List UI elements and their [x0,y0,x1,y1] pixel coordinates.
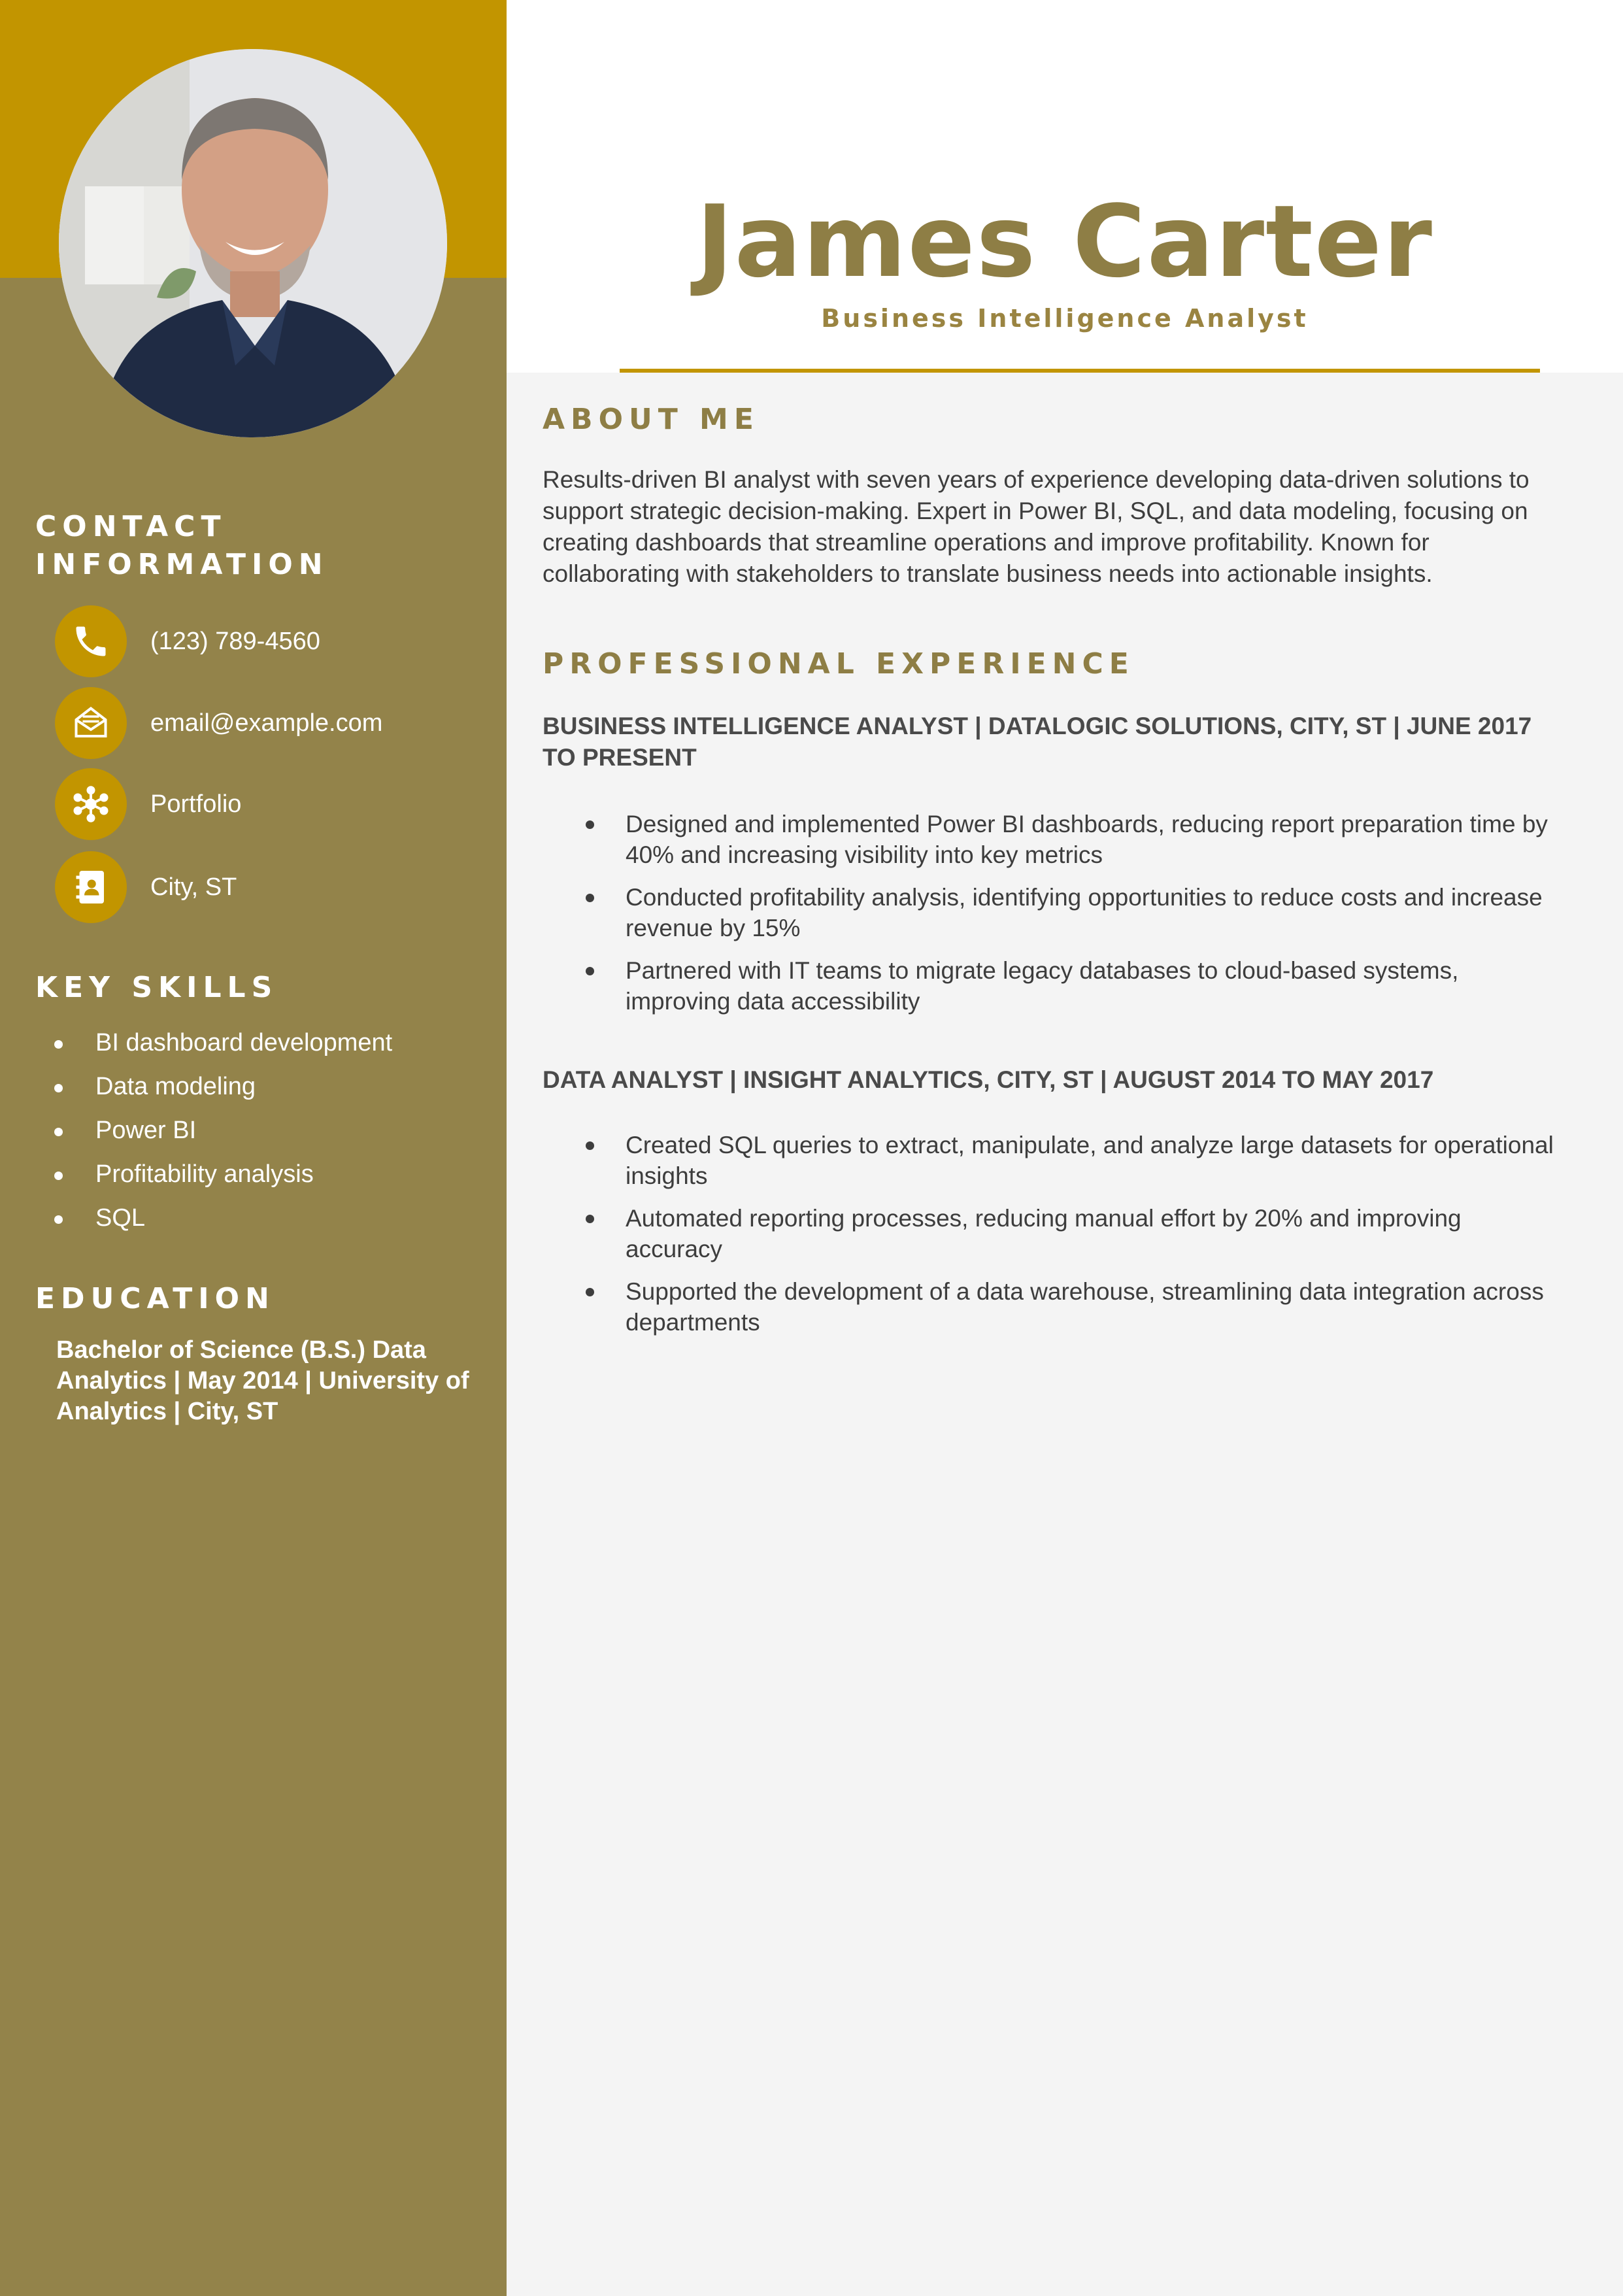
skill-item: Data modeling [35,1070,392,1114]
email-icon [55,687,127,759]
job-2-bullets [543,1130,1562,1349]
education-entry: Bachelor of Science (B.S.) Data Analytics | May 2014 | University of Analytics | City, ST [56,1336,469,1425]
phone-icon [55,605,127,677]
contact-location[interactable] [55,851,499,923]
job-2-bullet: Supported the development of a data warehouse, streamlining data integration across departments [543,1276,1562,1338]
location-icon [55,851,127,923]
first-name: James [696,184,1037,299]
contact-email[interactable] [55,687,499,759]
contact-phone[interactable] [55,605,499,677]
key-skills-list [35,1026,392,1245]
about-text: Results-driven BI analyst with seven years of experience developing data-driven solutions to support strategic decision-making. Expert in Power BI, SQL, and data modeling, focusing on creating dashboards that streamline operations and improve profitability. Known for collaborating with stakeholders to translate business needs into actionable insights. [543,466,1530,587]
job-1-bullet: Conducted profitability analysis, identifying opportunities to reduce costs and increase revenue by 15% [543,882,1562,943]
header-divider [620,369,1540,373]
contact-email-text: email@example.com [150,709,383,737]
contact-heading [35,508,329,584]
sidebar [0,0,507,2296]
education-heading: EDUCATION [35,1282,275,1315]
portfolio-icon [55,768,127,840]
about-heading: ABOUT ME [543,403,760,436]
key-skills-heading: KEY SKILLS [35,971,278,1004]
skill-item: Profitability analysis [35,1158,392,1202]
skill-item: SQL [35,1202,392,1245]
job-1-bullet: Partnered with IT teams to migrate legacy databases to cloud-based systems, improving data accessibility [543,955,1562,1017]
candidate-name [507,186,1623,297]
experience-heading: PROFESSIONAL EXPERIENCE [543,647,1135,681]
job-1-title: BUSINESS INTELLIGENCE ANALYST | DATALOGIC SOLUTIONS, CITY, ST | JUNE 2017 TO PRESENT [543,713,1532,771]
profile-photo-image [59,49,447,437]
job-2-title: DATA ANALYST | INSIGHT ANALYTICS, CITY, ST | AUGUST 2014 TO MAY 2017 [543,1066,1434,1093]
contact-phone-text: (123) 789-4560 [150,627,320,655]
job-2-bullet: Automated reporting processes, reducing manual effort by 20% and improving accuracy [543,1203,1562,1264]
skill-item: Power BI [35,1114,392,1158]
profile-photo [59,49,447,437]
resume-header [507,0,1623,373]
contact-location-text: City, ST [150,873,237,901]
contact-portfolio[interactable] [55,768,499,840]
contact-heading-line-1: CONTACT [35,510,227,543]
contact-portfolio-text: Portfolio [150,790,242,818]
job-2-bullet: Created SQL queries to extract, manipulate, and analyze large datasets for operational insights [543,1130,1562,1191]
job-1-bullet: Designed and implemented Power BI dashboards, reducing report preparation time by 40% and increasing visibility into key metrics [543,809,1562,870]
job-1-bullets [543,809,1562,1028]
job-title: Business Intelligence Analyst [821,304,1309,333]
contact-heading-line-2: INFORMATION [35,548,329,581]
skill-item: BI dashboard development [35,1026,392,1070]
last-name: Carter [1073,184,1433,299]
